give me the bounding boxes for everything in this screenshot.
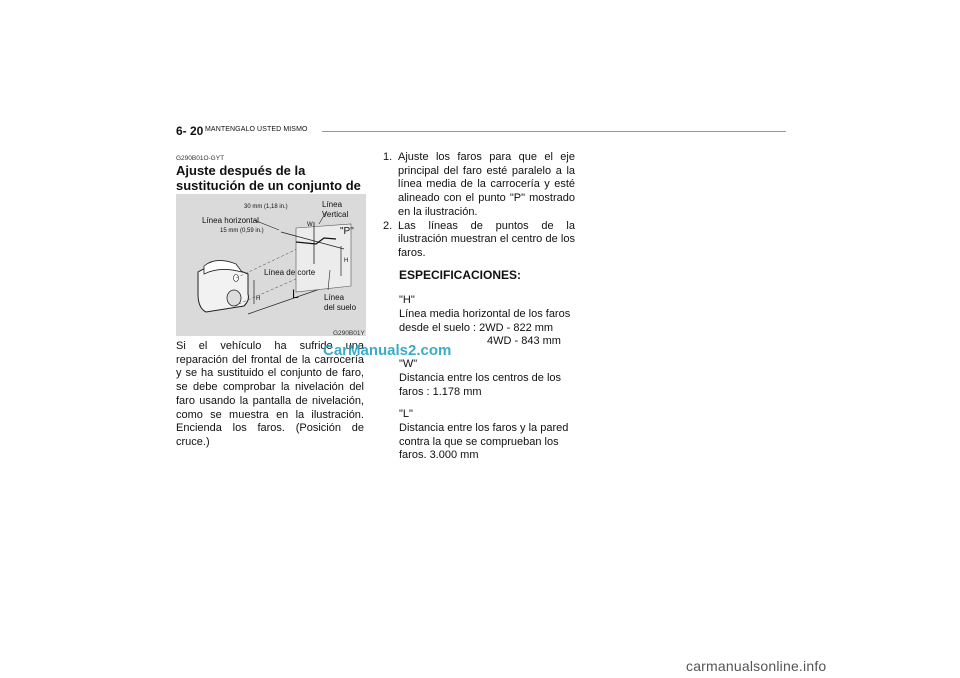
item-number: 2. — [383, 219, 393, 232]
header-rule — [322, 131, 786, 132]
item-text: Las líneas de puntos de la ilustración muestran el centro de los faros. — [398, 219, 575, 259]
spec-heading: ESPECIFICACIONES: — [399, 267, 522, 282]
spec-l-text: Distancia entre los faros y la pared contra la que se comprueban los faros. 3.000 mm — [399, 421, 569, 462]
label-ground-line-1: Línea — [324, 293, 345, 302]
label-h-right: H — [344, 258, 349, 264]
label-ground-line-2: del suelo — [324, 303, 357, 312]
label-vertical-line-2: Vertical — [322, 210, 349, 219]
spec-h — [399, 294, 575, 349]
watermark: CarManuals2.com — [323, 342, 452, 359]
item-number: 1. — [383, 151, 393, 163]
label-point-p: "P" — [340, 226, 354, 237]
spec-h-line1: Línea media horizontal de los faros desde el suelo : 2WD - 822 mm — [399, 308, 571, 334]
instruction-item-2 — [383, 220, 575, 261]
label-h-left: H — [256, 296, 261, 302]
instruction-item-1 — [383, 151, 575, 220]
headlight-aiming-figure — [176, 194, 366, 336]
label-w: W — [307, 222, 313, 228]
page-number: 6- 20 — [176, 124, 204, 138]
label-distance-l: L — [292, 287, 299, 301]
left-body-text: Si el vehículo ha sufrido una reparación del frontal de la carrocería y se ha sustituido el conjunto de faro, se debe comprobar la nivelación del faro usando la pantalla de nivelación, como se muestra en la ilustración. Encienda los faros. (Posición de cruce.) — [176, 340, 364, 448]
spec-w-text: Distancia entre los centros de los faros : 1.178 mm — [399, 371, 562, 398]
spec-l — [399, 408, 575, 463]
section-heading: Ajuste después de la sustitución de un conjunto de — [176, 163, 361, 193]
label-vertical-line-1: Línea — [322, 200, 343, 209]
page-header — [176, 124, 786, 138]
right-column — [383, 151, 575, 472]
label-15mm: 15 mm (0,59 in.) — [220, 228, 264, 234]
footer-watermark: carmanualsonline.info — [686, 658, 827, 674]
section-title: MANTENGALO USTED MISMO — [205, 126, 308, 133]
label-horizontal-line: Línea horizontal — [202, 216, 259, 225]
spec-w-label: "W" — [399, 358, 418, 371]
label-30mm: 30 mm (1,18 in.) — [244, 204, 288, 210]
section-code: G290B01O-GYT — [176, 155, 225, 162]
spec-l-label: "L" — [399, 408, 413, 421]
spec-h-label: "H" — [399, 294, 415, 307]
spec-w — [399, 358, 575, 399]
spec-h-line2: 4WD - 843 mm — [487, 335, 561, 348]
item-text: Ajuste los faros para que el eje principal del faro esté paralelo a la línea media de la carrocería y esté alineado con el punto "P" mostrado en la ilustración. — [398, 151, 575, 218]
label-cutoff-line: Línea de corte — [264, 268, 316, 277]
figure-code: G290B01Y — [333, 330, 365, 337]
